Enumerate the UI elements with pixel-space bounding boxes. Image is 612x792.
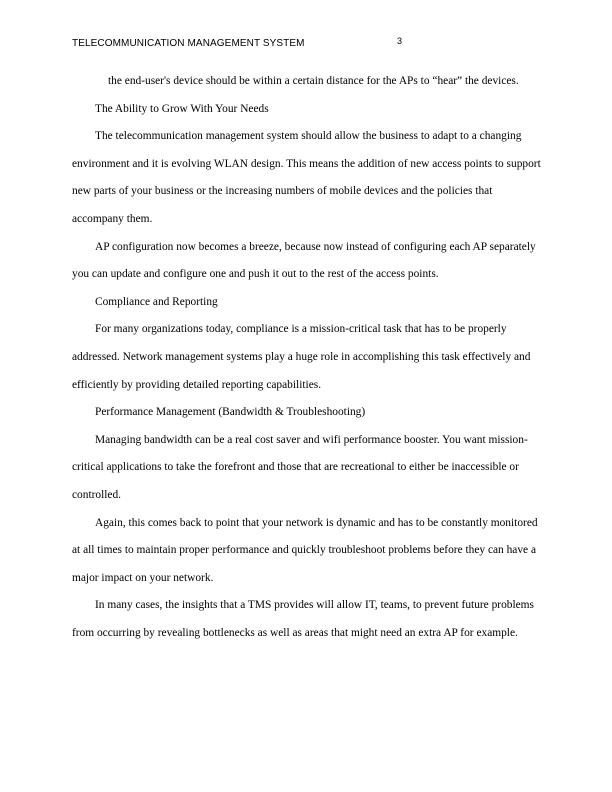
paragraph-compliance: For many organizations today, compliance is a mission-critical task that has to be properly addressed. Network management systems play a huge role in accomplishing this task effectively and efficiently by providing detailed reporting capabilities.: [72, 323, 531, 391]
section-heading-compliance: Compliance and Reporting: [95, 295, 218, 308]
paragraph-bandwidth: Managing bandwidth can be a real cost saver and wifi performance booster. You want mission-critical applications to take the forefront and those that are recreational to either be inaccessible or controlled.: [72, 433, 528, 501]
document-body: [72, 68, 542, 647]
paragraph-dynamic-network: Again, this comes back to point that your network is dynamic and has to be constantly monitored at all times to maintain proper performance and quickly troubleshoot problems before they can have a major impact on your network.: [72, 516, 538, 584]
continuation-paragraph: the end-user's device should be within a certain distance for the APs to “hear” the devices.: [108, 75, 519, 87]
paragraph-grow: The telecommunication management system should allow the business to adapt to a changing environment and it is evolving WLAN design. This means the addition of new access points to support new parts of your business or the increasing numbers of mobile devices and the policies that accompany them.: [72, 130, 541, 225]
paragraph-insights: In many cases, the insights that a TMS provides will allow IT, teams, to prevent future problems from occurring by revealing bottlenecks as well as areas that might need an extra AP for example.: [72, 599, 534, 639]
header-title: TELECOMMUNICATION MANAGEMENT SYSTEM: [72, 38, 305, 49]
section-heading-grow: The Ability to Grow With Your Needs: [95, 102, 269, 115]
section-heading-performance: Performance Management (Bandwidth & Troubleshooting): [95, 406, 366, 419]
paragraph-ap-configuration: AP configuration now becomes a breeze, because now instead of configuring each AP separately you can update and configure one and push it out to the rest of the access points.: [72, 240, 536, 281]
page-number: 3: [397, 36, 403, 46]
